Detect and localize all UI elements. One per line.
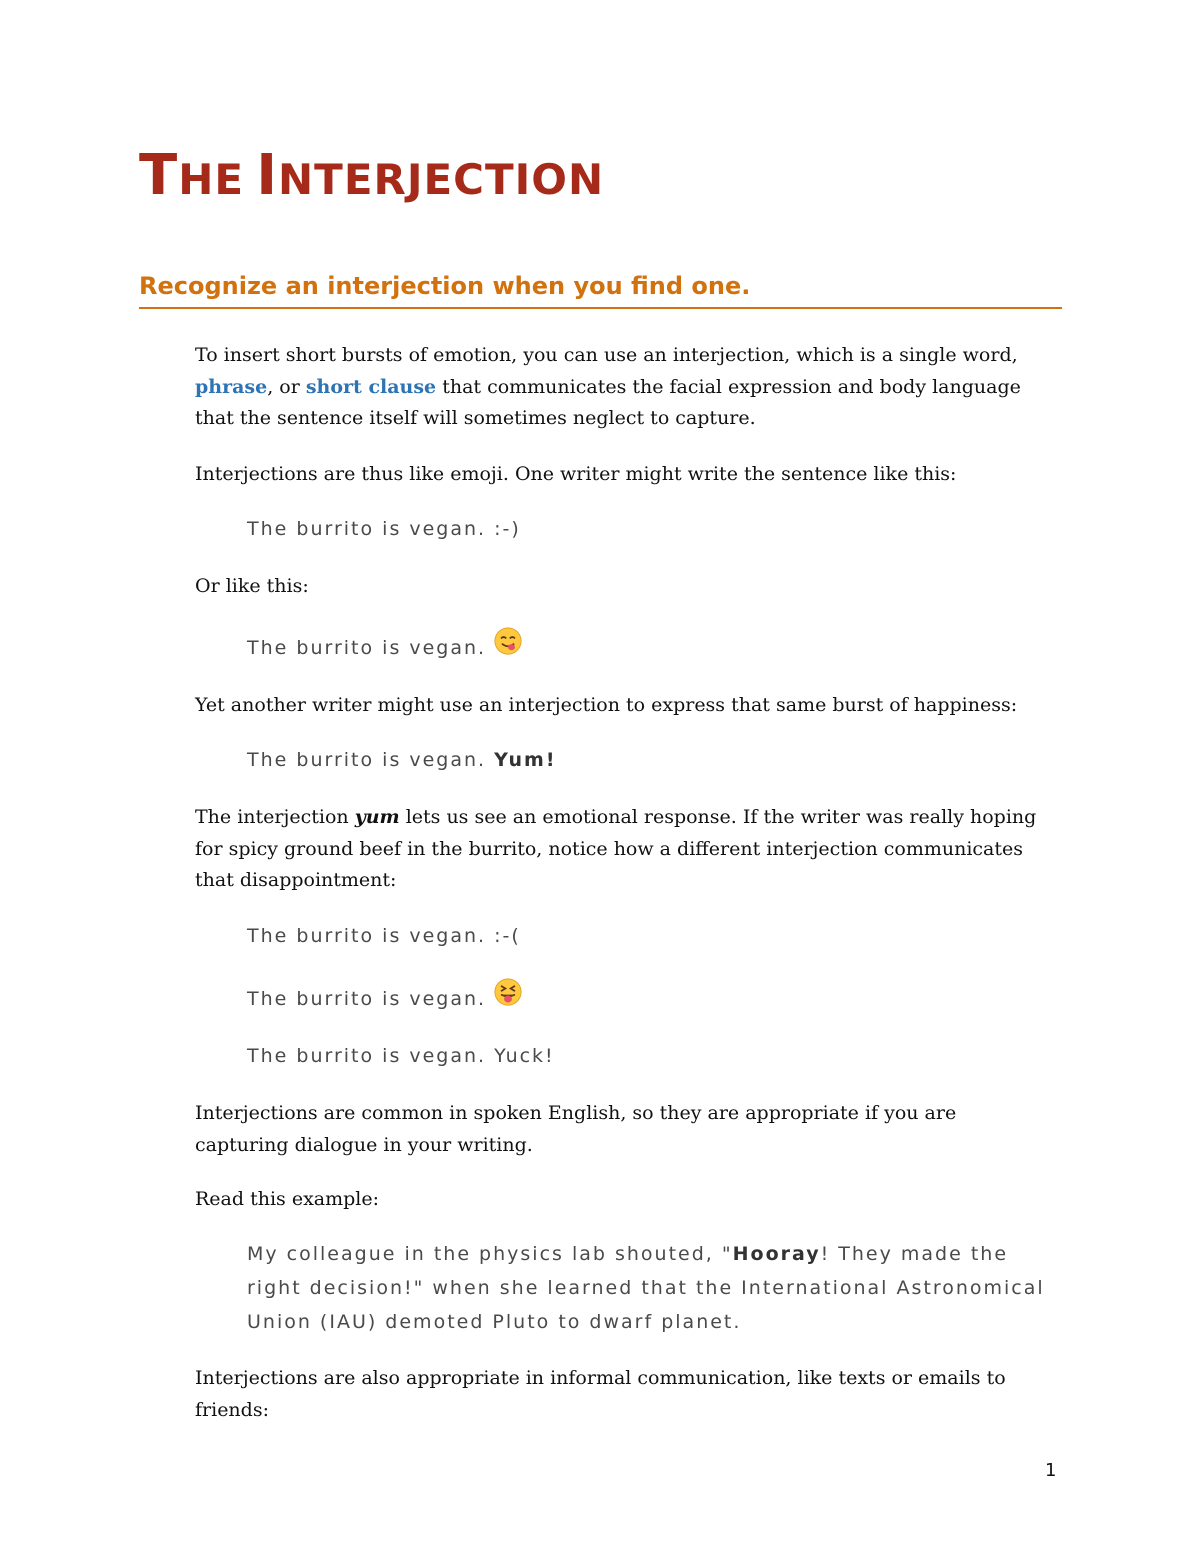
paragraph-another-writer: Yet another writer might use an interjection to express that same burst of happiness: <box>195 694 1018 716</box>
page-number: 1 <box>1045 1460 1057 1481</box>
example-frown: The burrito is vegan. :-( <box>247 925 521 947</box>
short-clause-link[interactable]: short clause <box>305 375 437 398</box>
paragraph-or-like-this: Or like this: <box>195 575 309 597</box>
example-emoji-happy: The burrito is vegan. <box>247 631 522 665</box>
squinting-tongue-emoji-icon <box>494 978 522 1006</box>
paragraph-informal: Interjections are also appropriate in informal communication, like texts or emails to friends: <box>195 1367 1006 1421</box>
example-hooray: My colleague in the physics lab shouted, "Hooray! They made the right decision!" when she learned that the International Astronomical Union (IAU) demoted Pluto to dwarf planet. <box>247 1243 1045 1333</box>
phrase-link[interactable]: phrase <box>195 375 268 398</box>
example-yuck: The burrito is vegan. Yuck! <box>247 1045 555 1067</box>
section-heading: Recognize an interjection when you find one. <box>139 272 1062 309</box>
paragraph-intro: To insert short bursts of emotion, you can use an interjection, which is a single word, phrase, or short clause that communicates the facial expression and body language that the sentence itself will sometimes neglect to capture. <box>195 344 1021 429</box>
example-yum: The burrito is vegan. Yum! <box>247 749 557 771</box>
paragraph-interjection-yum: The interjection yum lets us see an emotional response. If the writer was really hoping for spicy ground beef in the burrito, notice how a different interjection communicates that disappointment: <box>195 806 1037 891</box>
page-title: THE INTERJECTION <box>139 143 605 208</box>
yum-face-emoji-icon <box>494 627 522 655</box>
paragraph-emoji: Interjections are thus like emoji. One writer might write the sentence like this: <box>195 463 957 485</box>
paragraph-read-example: Read this example: <box>195 1188 380 1210</box>
example-emoji-disgust: The burrito is vegan. <box>247 982 522 1016</box>
paragraph-spoken-english: Interjections are common in spoken English, so they are appropriate if you are capturing dialogue in your writing. <box>195 1102 957 1156</box>
example-smiley: The burrito is vegan. :-) <box>247 518 521 540</box>
